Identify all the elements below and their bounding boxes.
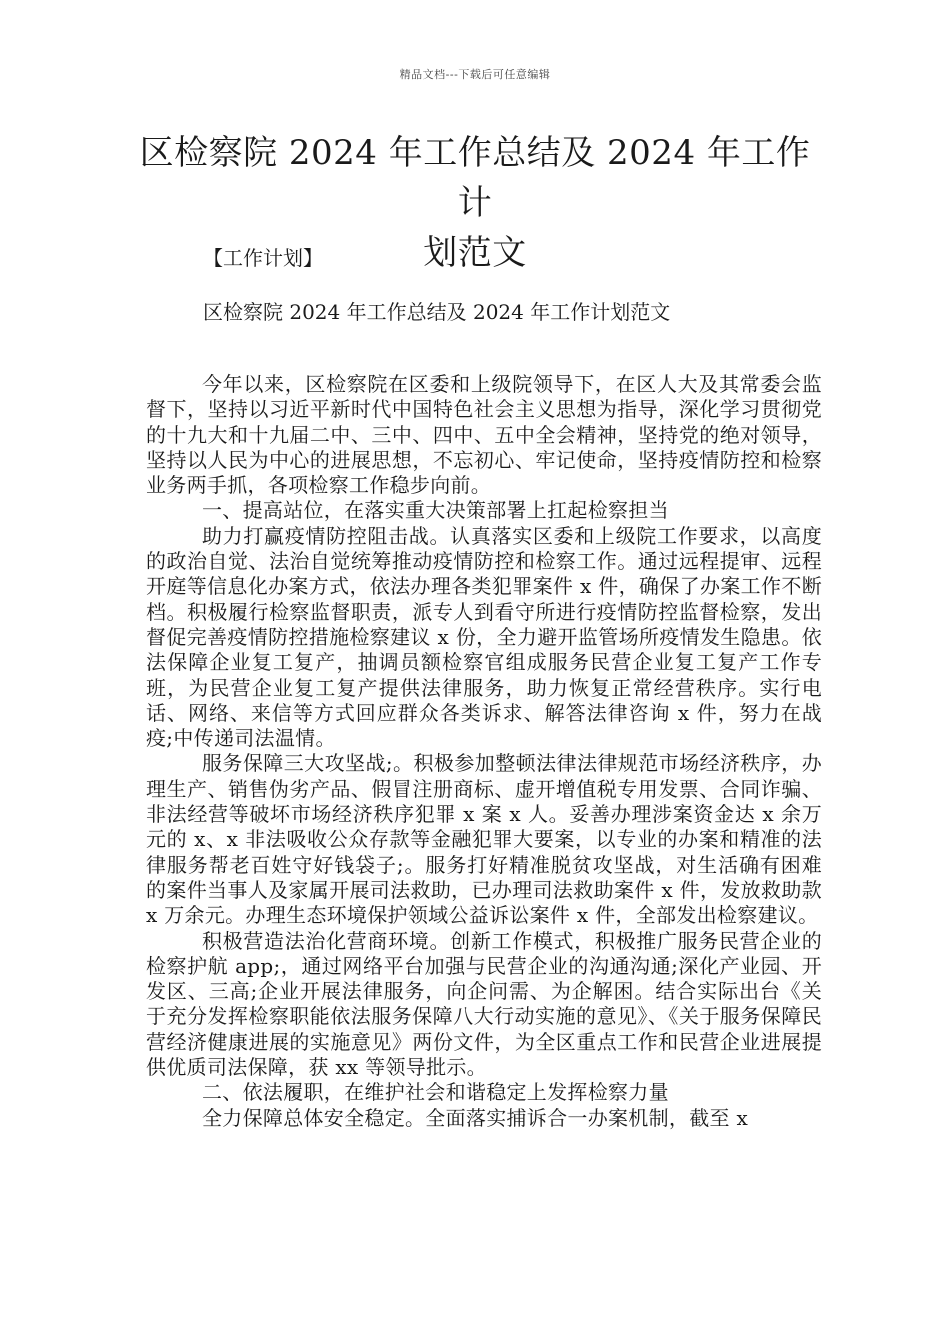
body-text — [146, 372, 822, 1131]
section-tag: 【工作计划】 — [203, 246, 323, 270]
paragraph-security: 全力保障总体安全稳定。全面落实捕诉合一办案机制，截至 x — [202, 1105, 749, 1130]
title-line-2: 划范文 — [423, 233, 527, 273]
heading-section-1: 一、提高站位，在落实重大决策部署上扛起检察担当 — [202, 498, 669, 523]
header-note: 精品文档---下载后可任意编辑 — [399, 68, 551, 81]
paragraph-epidemic: 助力打赢疫情防控阻击战。认真落实区委和上级院工作要求，以高度的政治自觉、法治自觉统筹推动疫情防控和检察工作。通过远程提审、远程开庭等信息化办案方式，依法办理各类犯罪案件 x 件，确保了办案工作不断档。积极履行检察监督职责，派专人到看守所进行疫情防控监督检察，发出督促完善疫情防控措施检察建议 x 份，全力避开监管场所疫情发生隐患。依法保障企业复工复产，抽调员额检察官组成服务民营企业复工复产工作专班，为民营企业复工复产提供法律服务，助力恢复正常经营秩序。实行电话、网络、来信等方式回应群众各类诉求、解答法律咨询 x 件，努力在战疫;中传递司法温情。 — [146, 523, 822, 751]
heading-section-2: 二、依法履职，在维护社会和谐稳定上发挥检察力量 — [202, 1080, 669, 1105]
paragraph-intro: 今年以来，区检察院在区委和上级院领导下，在区人大及其常委会监督下，坚持以习近平新时代中国特色社会主义思想为指导，深化学习贯彻党的十九大和十九届二中、三中、四中、五中全会精神，坚持党的绝对领导，坚持以人民为中心的进展思想，不忘初心、牢记使命，坚持疫情防控和检察业务两手抓，各项检察工作稳步向前。 — [146, 372, 822, 498]
subtitle: 区检察院 2024 年工作总结及 2024 年工作计划范文 — [203, 300, 671, 324]
paragraph-business-environment: 积极营造法治化营商环境。创新工作模式，积极推广服务民营企业的检察护航 app;，通过网络平台加强与民营企业的沟通沟通;深化产业园、开发区、三高;企业开展法律服务，向企问需、为企解困。结合实际出台《关于充分发挥检察职能依法服务保障八大行动实施的意见》、《关于服务保障民营经济健康进展的实施意见》两份文件，为全区重点工作和民营企业进展提供优质司法保障，获 xx 等领导批示。 — [146, 928, 822, 1080]
paragraph-three-battles: 服务保障三大攻坚战;。积极参加整顿法律法律规范市场经济秩序，办理生产、销售伪劣产品、假冒注册商标、虚开增值税专用发票、合同诈骗、非法经营等破坏市场经济秩序犯罪 x 案 x 人。妥善办理涉案资金达 x 余万元的 x、x 非法吸收公众存款等金融犯罪大要案，以专业的办案和精准的法律服务帮老百姓守好钱袋子;。服务打好精准脱贫攻坚战，对生活确有困难的案件当事人及家属开展司法救助，已办理司法救助案件 x 件，发放救助款 x 万余元。办理生态环境保护领域公益诉讼案件 x 件，全部发出检察建议。 — [146, 751, 822, 928]
title-line-1: 区检察院 2024 年工作总结及 2024 年工作计 — [139, 133, 811, 223]
